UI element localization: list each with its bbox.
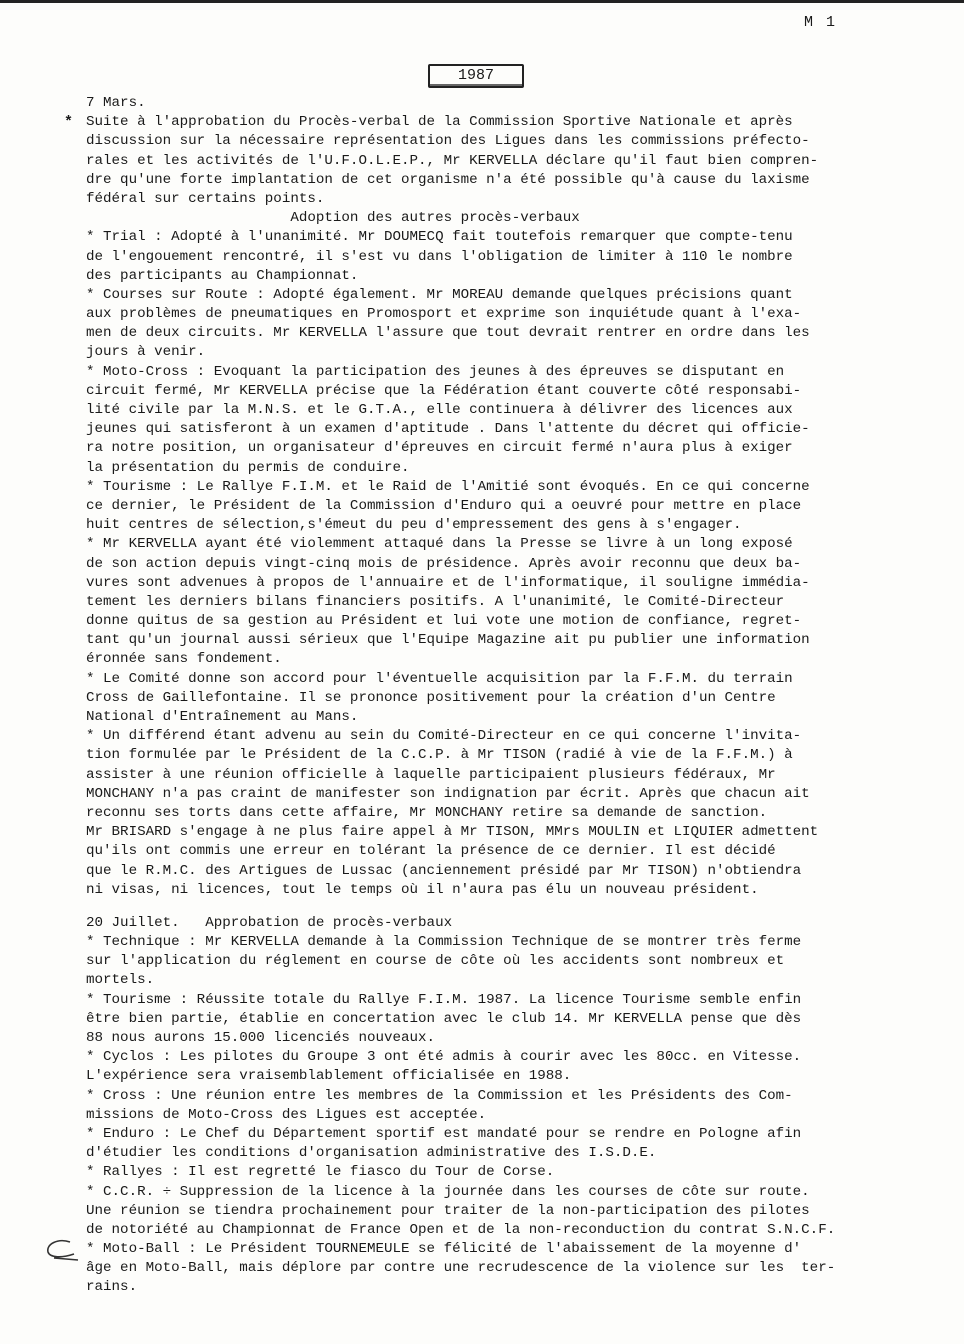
line-text: que le R.M.C. des Artigues de Lussac (anciennement présidé par Mr TISON) n'obtiendra	[86, 862, 802, 879]
text-line	[86, 516, 926, 535]
line-text: * Mr KERVELLA ayant été violemment attaqué dans la Presse se livre à un long exposé	[86, 536, 793, 553]
text-line	[86, 862, 926, 881]
text-line	[86, 785, 926, 804]
line-text: qu'ils ont commis une erreur en tolérant la présence de ce dernier. Il est décidé	[86, 843, 776, 860]
text-line	[86, 746, 926, 765]
text-line	[86, 1221, 926, 1240]
line-text: de notoriété au Championnat de France Open et de la non-reconduction du contrat S.N.C.F.	[86, 1221, 836, 1238]
text-line	[86, 132, 926, 151]
text-line	[86, 1067, 926, 1086]
text-line	[86, 382, 926, 401]
text-line	[86, 420, 926, 439]
text-line	[86, 555, 926, 574]
line-text: circuit fermé, Mr KERVELLA précise que la Fédération étant couverte côté responsabi-	[86, 382, 802, 399]
text-line	[86, 267, 926, 286]
line-text: sur l'application du réglement en course de côte où les accidents sont nombreux et	[86, 953, 785, 970]
line-text: * Moto-Ball : Le Président TOURNEMEULE se félicité de l'abaissement de la moyenne d'	[86, 1241, 802, 1258]
margin-asterisk-icon: *	[64, 114, 74, 132]
text-line	[86, 933, 926, 952]
document-body	[64, 94, 926, 1298]
line-text: âge en Moto-Ball, mais déplore par contre une recrudescence de la violence sur les ter-	[86, 1260, 836, 1277]
line-text: Suite à l'approbation du Procès-verbal de la Commission Sportive Nationale et après	[86, 114, 793, 131]
line-text: assister à une réunion officielle à laquelle participaient plusieurs fédéraux, Mr	[86, 766, 776, 783]
handwritten-mark-icon	[40, 1236, 80, 1264]
text-line	[86, 1048, 926, 1067]
text-line	[86, 152, 926, 171]
text-line	[86, 343, 926, 362]
text-line	[86, 689, 926, 708]
text-line	[86, 971, 926, 990]
year-heading: 1987	[428, 64, 524, 88]
text-line	[86, 1259, 926, 1278]
text-line	[86, 439, 926, 458]
line-text: ni visas, ni licences, tout le temps où il n'aura pas élu un nouveau président.	[86, 881, 759, 898]
line-text: la présentation du permis de conduire.	[86, 459, 410, 476]
text-line	[86, 1278, 926, 1297]
text-line	[86, 914, 926, 933]
line-text: men de deux circuits. Mr KERVELLA l'assure que tout devrait rentrer en ordre dans les	[86, 325, 810, 342]
text-line	[86, 497, 926, 516]
line-text: Adoption des autres procès-verbaux	[86, 210, 580, 227]
text-line	[86, 478, 926, 497]
line-text: * Un différend étant advenu au sein du Comité-Directeur en ce qui concerne l'invita-	[86, 728, 802, 745]
text-line	[86, 612, 926, 631]
line-text: * Le Comité donne son accord pour l'éventuelle acquisition par la F.F.M. du terrain	[86, 670, 793, 687]
line-text: de l'engouement rencontré, il s'est vu dans l'obligation de limiter à 110 le nombre	[86, 248, 793, 265]
line-text: tant qu'un journal aussi sérieux que l'Equipe Magazine ait pu publier une information	[86, 632, 810, 649]
line-text: rains.	[86, 1279, 138, 1296]
line-text: * C.C.R. ÷ Suppression de la licence à la journée dans les courses de côte sur route.	[86, 1183, 810, 1200]
text-line	[86, 171, 926, 190]
text-line	[86, 1163, 926, 1182]
line-text: rales et les activités de l'U.F.O.L.E.P., Mr KERVELLA déclare qu'il faut bien compren-	[86, 152, 819, 169]
text-line	[86, 593, 926, 612]
top-border-line	[0, 0, 964, 3]
line-text: * Enduro : Le Chef du Département sportif est mandaté pour se rendre en Pologne afin	[86, 1125, 802, 1142]
paragraph-gap	[86, 900, 926, 914]
text-line	[86, 842, 926, 861]
text-line	[86, 881, 926, 900]
text-line	[86, 574, 926, 593]
line-text: jeunes qui satisferont à un examen d'aptitude . Dans l'attente du décret qui officie-	[86, 421, 810, 438]
line-text: reconnu ses torts dans cette affaire, Mr MONCHANY retire sa demande de sanction.	[86, 804, 768, 821]
text-line	[86, 190, 926, 209]
line-text: MONCHANY n'a pas craint de manifester son indignation par écrit. Après que chacun ait	[86, 785, 810, 802]
line-text: jours à venir.	[86, 344, 206, 361]
line-text: missions de Moto-Cross des Ligues est acceptée.	[86, 1106, 487, 1123]
text-line	[86, 401, 926, 420]
line-text: ce dernier, le Président de la Commission d'Enduro qui a oeuvré pour mettre en place	[86, 497, 802, 514]
line-text: * Cyclos : Les pilotes du Groupe 3 ont été admis à courir avec les 80cc. en Vitesse.	[86, 1049, 802, 1066]
text-line	[86, 631, 926, 650]
text-line	[86, 1240, 926, 1259]
text-line	[86, 1125, 926, 1144]
text-line	[86, 766, 926, 785]
line-text: aux problèmes de pneumatiques en Promosport et exprime son inquiétude quant à l'exa-	[86, 306, 802, 323]
text-line	[86, 1106, 926, 1125]
line-text: mortels.	[86, 972, 155, 989]
line-text: être bien partie, établie en concertation avec le club 14. Mr KERVELLA pense que dès	[86, 1010, 802, 1027]
text-line	[86, 286, 926, 305]
line-text: d'étudier les conditions d'organisation administrative des I.S.D.E.	[86, 1145, 657, 1162]
text-line	[64, 113, 926, 132]
text-line	[86, 324, 926, 343]
text-line	[86, 991, 926, 1010]
line-text: donne quitus de sa gestion au Président et lui vote une motion de confiance, regret-	[86, 613, 802, 630]
text-line	[86, 228, 926, 247]
line-text: tement les derniers bilans financiers positifs. A l'unanimité, le Comité-Directeur	[86, 593, 785, 610]
line-text: 20 Juillet. Approbation de procès-verbaux	[86, 914, 453, 931]
line-text: National d'Entraînement au Mans.	[86, 709, 359, 725]
text-line	[86, 670, 926, 689]
line-text: * Technique : Mr KERVELLA demande à la Commission Technique de se montrer très ferme	[86, 934, 802, 951]
line-text: huit centres de sélection,s'émeut du peu d'empressement des gens à s'engager.	[86, 517, 742, 534]
text-line	[86, 1010, 926, 1029]
text-line	[86, 650, 926, 669]
text-line	[86, 94, 926, 113]
line-text: * Rallyes : Il est regretté le fiasco du Tour de Corse.	[86, 1164, 555, 1181]
line-text: ra notre position, un organisateur d'épreuves en circuit fermé n'aura plus à exiger	[86, 440, 793, 457]
line-text: dre qu'une forte implantation de cet organisme n'a été possible qu'à cause du laxisme	[86, 171, 810, 188]
line-text: 88 nous aurons 15.000 licenciés nouveaux.	[86, 1030, 436, 1046]
line-text: de son action depuis vingt-cinq mois de présidence. Après avoir reconnu que deux ba-	[86, 555, 802, 572]
text-line	[86, 363, 926, 382]
line-text: L'expérience sera vraisemblablement officialisée en 1988.	[86, 1068, 572, 1085]
text-line	[86, 1087, 926, 1106]
line-text: tion formulée par le Président de la C.C.P. à Mr TISON (radié à vie de la F.F.M.) à	[86, 747, 793, 764]
text-line	[86, 209, 926, 228]
text-line	[86, 459, 926, 478]
line-text: des participants au Championnat.	[86, 267, 359, 284]
line-text: Mr BRISARD s'engage à ne plus faire appel à Mr TISON, MMrs MOULIN et LIQUIER admettent	[86, 824, 819, 841]
line-text: fédéral sur certains points.	[86, 190, 325, 207]
text-line	[86, 727, 926, 746]
text-line	[86, 535, 926, 554]
page-reference: M 1	[804, 14, 838, 31]
line-text: * Tourisme : Le Rallye F.I.M. et le Raid de l'Amitié sont évoqués. En ce qui concerne	[86, 478, 810, 495]
line-text: 7 Mars.	[86, 95, 146, 111]
text-line	[86, 823, 926, 842]
line-text: Une réunion se tiendra prochainement pour traiter de la non-participation des pilotes	[86, 1202, 810, 1219]
line-text: vures sont advenues à propos de l'annuaire et de l'informatique, il souligne immédia-	[86, 574, 810, 591]
text-line	[86, 1029, 926, 1048]
line-text: * Moto-Cross : Evoquant la participation des jeunes à des épreuves se disputant en	[86, 363, 785, 380]
text-line	[86, 305, 926, 324]
line-text: * Cross : Une réunion entre les membres de la Commission et les Présidents des Com-	[86, 1087, 793, 1104]
line-text: éronnée sans fondement.	[86, 651, 282, 668]
line-text: discussion sur la nécessaire représentation des Ligues dans les commissions préfecto-	[86, 133, 810, 150]
text-line	[86, 952, 926, 971]
text-line	[86, 1202, 926, 1221]
text-line	[86, 248, 926, 267]
text-line	[86, 708, 926, 727]
text-line	[86, 804, 926, 823]
text-line	[86, 1183, 926, 1202]
line-text: lité civile par la M.N.S. et le G.T.A., elle continuera à délivrer des licences aux	[86, 402, 793, 418]
text-line	[86, 1144, 926, 1163]
line-text: * Trial : Adopté à l'unanimité. Mr DOUMECQ fait toutefois remarquer que compte-tenu	[86, 229, 793, 246]
line-text: * Courses sur Route : Adopté également. Mr MOREAU demande quelques précisions quant	[86, 286, 793, 303]
line-text: Cross de Gaillefontaine. Il se prononce positivement pour la création d'un Centre	[86, 689, 776, 706]
line-text: * Tourisme : Réussite totale du Rallye F.I.M. 1987. La licence Tourisme semble enfin	[86, 991, 802, 1008]
